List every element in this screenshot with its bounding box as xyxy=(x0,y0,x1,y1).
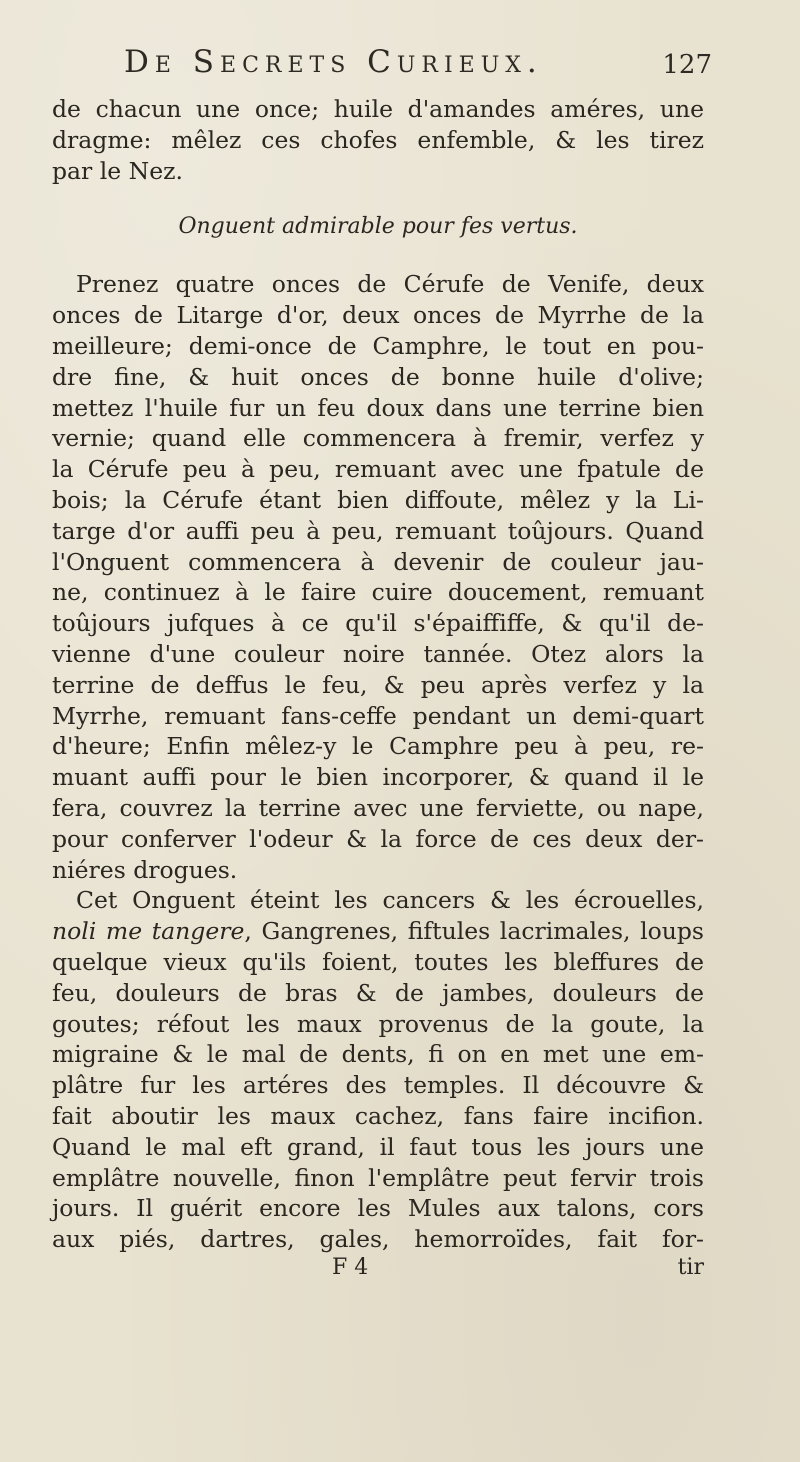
text-line: d'heure; Enfin mêlez-y le Camphre peu à peu, re- xyxy=(52,732,704,761)
text-line: Cet Onguent éteint les cancers & les écrouelles, xyxy=(76,886,704,915)
page-footer xyxy=(52,1255,724,1287)
intro-text xyxy=(52,94,724,186)
text-line: mettez l'huile fur un feu doux dans une terrine bien xyxy=(52,393,704,422)
text-line: fait aboutir les maux cachez, fans faire incifion. xyxy=(52,1101,704,1130)
text-line: Quand le mal eft grand, il faut tous les jours une xyxy=(52,1132,704,1161)
page-number: 127 xyxy=(662,50,712,80)
text-line: de chacun une once; huile d'amandes améres, une xyxy=(52,95,704,123)
text-line: migraine & le mal de dents, fi on en met une em- xyxy=(52,1040,704,1069)
text-line: plâtre fur les artéres des temples. Il découvre & xyxy=(52,1071,704,1100)
text-line: emplâtre nouvelle, finon l'emplâtre peut fervir trois xyxy=(52,1163,704,1192)
text-line: toûjours jufques à ce qu'il s'épaiffiffe, & qu'il de- xyxy=(52,609,704,638)
italic-phrase: noli me tangere xyxy=(52,917,245,946)
text-line: dragme: mêlez ces chofes enfemble, & les tirez xyxy=(52,125,704,154)
text-line: aux piés, dartres, gales, hemorroïdes, fait for- xyxy=(52,1225,704,1254)
text-line: dre fine, & huit onces de bonne huile d'olive; xyxy=(52,362,704,391)
running-head xyxy=(52,40,724,94)
text-line: niéres drogues. xyxy=(52,855,238,884)
text-line: Prenez quatre onces de Cérufe de Venife, deux xyxy=(76,270,704,299)
text-line: vernie; quand elle commencera à fremir, verfez y xyxy=(52,424,704,453)
text-line: onces de Litarge d'or, deux onces de Myrrhe de la xyxy=(52,301,704,330)
text-span: , Gangrenes, fiftules lacrimales, loups xyxy=(244,917,704,946)
text-line: l'Onguent commencera à devenir de couleur jau- xyxy=(52,547,704,576)
text-line: vienne d'une couleur noire tannée. Otez alors la xyxy=(52,639,704,668)
text-line: quelque vieux qu'ils foient, toutes les bleffures de xyxy=(52,947,704,976)
text-line: pour conferver l'odeur & la force de ces deux der- xyxy=(52,824,704,853)
book-page xyxy=(52,40,724,1287)
text-line: meilleure; demi-once de Camphre, le tout en pou- xyxy=(52,331,704,360)
text-line: Myrrhe, remuant fans-ceffe pendant un demi-quart xyxy=(52,701,704,730)
text-line: muant auffi pour le bien incorporer, & quand il le xyxy=(52,763,704,792)
text-line: la Cérufe peu à peu, remuant avec une fpatule de xyxy=(52,455,704,484)
text-line: jours. Il guérit encore les Mules aux talons, cors xyxy=(52,1194,704,1223)
catchword: tir xyxy=(677,1254,704,1280)
text-line: bois; la Cérufe étant bien diffoute, mêlez y la Li- xyxy=(52,485,704,514)
text-line xyxy=(52,916,704,947)
signature-mark: F 4 xyxy=(332,1254,369,1280)
text-line: ne, continuez à le faire cuire doucement, remuant xyxy=(52,578,704,607)
text-line: feu, douleurs de bras & de jambes, douleurs de xyxy=(52,978,704,1007)
paragraph-virtues xyxy=(52,885,724,1255)
text-line: terrine de deffus le feu, & peu après verfez y la xyxy=(52,670,704,699)
section-heading: Onguent admirable pour fes vertus. xyxy=(178,214,578,240)
text-line: par le Nez. xyxy=(52,156,183,185)
paragraph-recipe xyxy=(52,269,724,885)
text-line: fera, couvrez la terrine avec une ferviette, ou nape, xyxy=(52,793,704,822)
text-line: targe d'or auffi peu à peu, remuant toûjours. Quand xyxy=(52,516,704,545)
running-title: De Secrets Curieux. xyxy=(124,44,543,80)
text-line: goutes; réfout les maux provenus de la goute, la xyxy=(52,1009,704,1038)
